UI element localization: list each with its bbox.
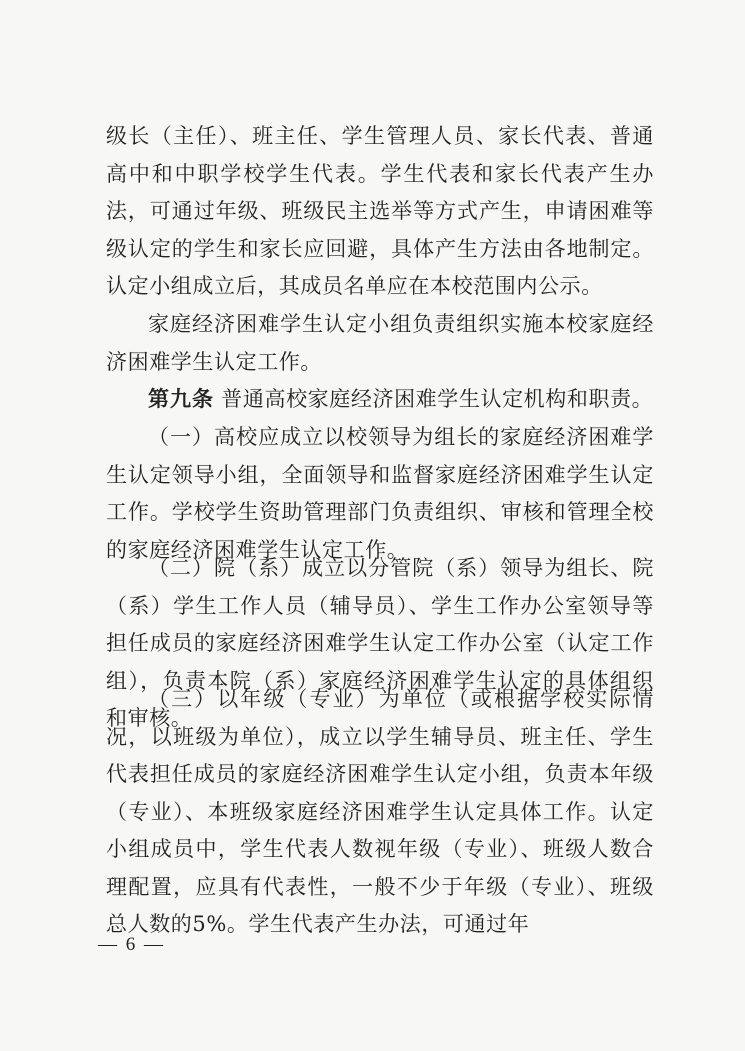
page-number: — 6 — bbox=[98, 934, 165, 955]
paragraph-clause-one: （一）高校应成立以校领导为组长的家庭经济困难学生认定领导小组，全面领导和监督家庭经济困难学生认定工作。学校学生资助管理部门负责组织、审核和管理全校的家庭经济困难学生认定工作。 bbox=[106, 425, 654, 562]
article-title: 普通高校家庭经济困难学生认定机构和职责。 bbox=[221, 387, 654, 411]
paragraph-committee-members: 级长（主任）、班主任、学生管理人员、家长代表、普通高中和中职学校学生代表。学生代表和家长代表产生办法，可通过年级、班级民主选举等方式产生，申请困难等级认定的学生和家长应回避，具体产生方法由各地制定。认定小组成立后，其成员名单应在本校范围内公示。 bbox=[106, 124, 654, 298]
paragraph-clause-two: （二）院（系）成立以分管院（系）领导为组长、院（系）学生工作人员（辅导员）、学生工作办公室领导等担任成员的家庭经济困难学生认定工作办公室（认定工作组），负责本院（系）家庭经济困难学生认定的具体组织和审核。 bbox=[106, 556, 654, 730]
article-number: 第九条 bbox=[148, 387, 214, 411]
paragraph-committee-duty: 家庭经济困难学生认定小组负责组织实施本校家庭经济困难学生认定工作。 bbox=[106, 312, 654, 374]
paragraph-clause-three: （三）以年级（专业）为单位（或根据学校实际情况，以班级为单位），成立以学生辅导员、班主任、学生代表担任成员的家庭经济困难学生认定小组，负责本年级（专业）、本班级家庭经济困难学生认定具体工作。认定小组成员中，学生代表人数视年级（专业）、班级人数合理配置，应具有代表性，一般不少于年级（专业）、班级总人数的5%。学生代表产生办法，可通过年 bbox=[106, 687, 654, 936]
article-nine-heading bbox=[106, 381, 654, 419]
